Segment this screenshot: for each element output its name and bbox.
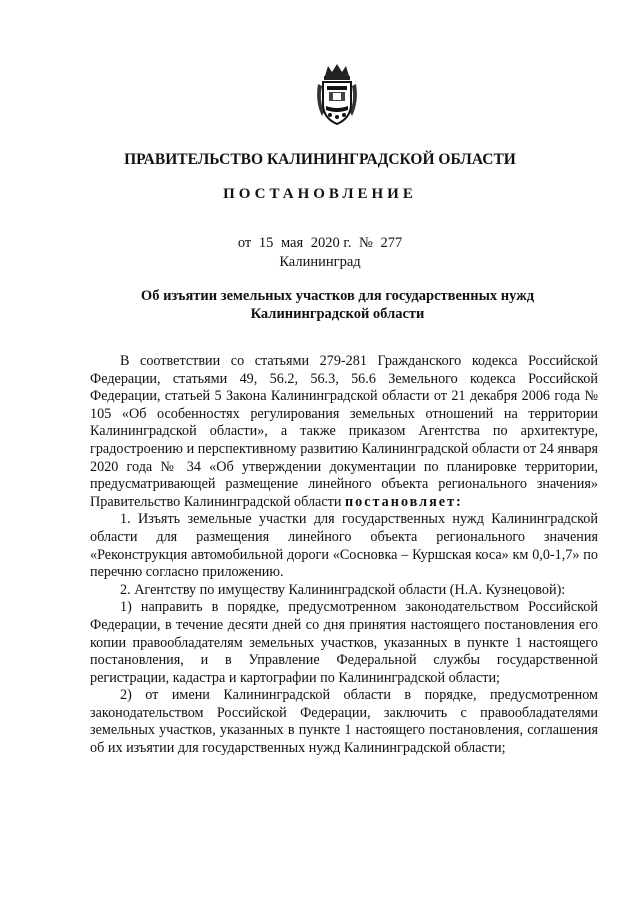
organization-name: ПРАВИТЕЛЬСТВО КАЛИНИНГРАДСКОЙ ОБЛАСТИ: [124, 151, 516, 168]
coat-of-arms-icon: [314, 62, 360, 126]
preamble-text: В соответствии со статьями 279-281 Гражданского кодекса Российской Федерации, статьями 49, 56.2, 56.3, 56.6 Земельного кодекса Российской Федерации, статьей 5 Закона Калининградской области от 21 декабря 2006 года № 105 «Об особенностях регулирования земельных отношений на территории Калининградской области», а также приказом Агентства по архитектуре, градостроению и перспективному развитию Калининградской области от 24 января 2020 года № 34 «Об утверждении документации по планировке территории, предусматривающей размещение линейного объекта регионального значения» Правительство Калининградской области: [90, 353, 598, 510]
document-number: 277: [380, 235, 403, 251]
city: Калининград: [279, 254, 361, 270]
date-day: 15: [258, 235, 274, 251]
resolves-word: постановляет:: [344, 493, 463, 510]
paragraph-1: 1. Изъять земельные участки для государственных нужд Калининградской области для размещения линейного объекта регионального значения «Реконструкция автомобильной дороги «Сосновка – Куршская коса» км 0,0-1,7» по перечню согласно приложению.: [90, 511, 598, 581]
paragraph-2-1: 1) направить в порядке, предусмотренном законодательством Российской Федерации, в течение десяти дней со дня принятия настоящего постановления его копии правообладателям земельных участков, указанных в пункте 1 настоящего постановления, и в Управление Федеральной службы государственной регистрации, кадастра и картографии по Калининградской области;: [90, 599, 598, 686]
date-number-line: [0, 235, 640, 252]
paragraph-2: 2. Агентству по имуществу Калининградской области (Н.А. Кузнецовой):: [120, 581, 566, 598]
paragraph-2-2: 2) от имени Калининградской области в порядке, предусмотренном законодательством Российской Федерации, заключить с правообладателями земельных участков, указанных в пункте 1 настоящего постановления, соглашения об их изъятии для государственных нужд Калининградской области;: [90, 687, 598, 757]
date-prefix: от: [237, 235, 252, 251]
number-sign: №: [358, 235, 373, 251]
date-month: мая: [280, 235, 304, 251]
document-body: [90, 353, 598, 758]
paragraph-preamble: [90, 353, 598, 511]
document-title: Об изъятии земельных участков для государственных нужд Калининградской области: [140, 288, 535, 322]
document-type: ПОСТАНОВЛЕНИЕ: [223, 186, 417, 202]
date-year: 2020 г.: [310, 235, 352, 251]
